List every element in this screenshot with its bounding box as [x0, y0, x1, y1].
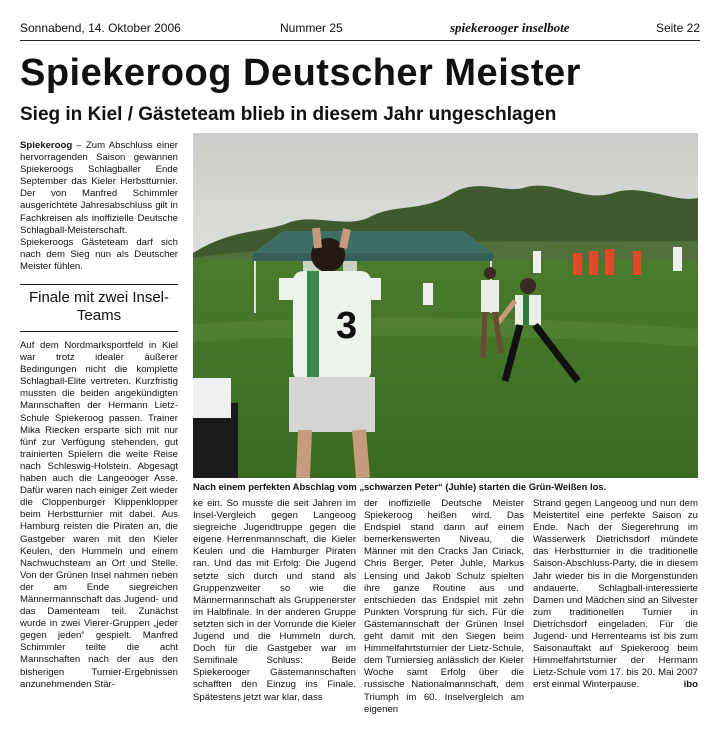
jersey-number: 3 [336, 305, 358, 347]
page-number: Seite 22 [655, 21, 700, 35]
intro-paragraph [20, 140, 178, 273]
column-3-text: der inoffizielle Deutsche Meister Spiekeroog heißen wird. Das Endspiel stand dann auf einem bemerkenswerten Niveau, die Männer mit den Cracks Jan Ciriack, Chris Berger, Peter Juhle, Markus Lensing und Jakob Schulz spielten ihre ganze Routine aus und entschieden das Endspiel mit zehn Punkten Vorsprung für sich. Für die Gästemannschaft der Grünen Insel geht damit mit den Siegen beim Himmelfahrtsturnier der Lietz-Schule, dem Turniersieg anlässlich der Kieler Woche samt Erfolg über die russische Nationalmannschaft, dem Triumph im 60. Inselvergleich am eigenen [364, 498, 524, 715]
newspaper-name: spiekerooger inselbote [450, 20, 570, 35]
headline: Spiekeroog Deutscher Meister [20, 52, 581, 94]
page-header [20, 18, 700, 41]
issue-number: Nummer 25 [280, 21, 343, 35]
article-column-3 [364, 498, 524, 716]
intro-text: – Zum Abschluss einer hervorragenden Saison gewannen Spiekeroogs Schlagballer Ende September das Kieler Herbstturnier. Der von Manfred Schimmler ausgerichtete Jahresabschluss gilt in Fachkreisen als inoffizielle Deutsche Schlagball-Meisterschaft. Spiekeroogs Gästeteam darf sich nach dem Sieg nun als Deutscher Meister fühlen. [20, 140, 178, 272]
subheadline: Sieg in Kiel / Gästeteam blieb in diesem Jahr ungeschlagen [20, 104, 557, 125]
column-2-text: ke ein. So musste die seit Jahren im Insel-Vergleich gegen Langeoog siegreiche Jugendtruppe gegen die eigene Herrenmannschaft, die Kieler Keulen und die Hamburger Piraten ran. Und das mit Erfolg: Die Jugend setzte sich durch und stand als Gruppenzweiter so wie die Männermannschaft als Gruppenerster im Halbfinale. In der anderen Gruppe setzten sich in der Vorrunde die Kieler Jugend und die Hummeln durch. Doch für die Gastgeber war im Semifinale Schluss: Beide Spiekerooger Gästemannschaften schafften den Einzug ins Finale. Spätestens jetzt war klar, dass [193, 498, 356, 703]
column-4-text: Strand gegen Langeoog und nun dem Meistertitel eine perfekte Saison zu Ende. Nach der Siegerehrung im Wasserwerk Dietrichsdorf mündete das Herbstturnier in die traditionelle Saison-Abschluss-Party, die in diesem Jahr wieder bis in die Morgenstunden andauerte. Schlagball-interessierte Damen und Mädchen sind an Silvester zum traditionellen Turnier in Dietrichsdorf eingeladen. Für die Jugend- und Herrenteams ist bis zum Saisonauftakt auf Spiekeroog beim Himmelfahrtsturnier der Hermann Lietz-Schule vom 17. bis 20. Mai 2007 erst einmal Winterpause. [533, 498, 698, 691]
photo-caption: Nach einem perfekten Abschlag vom „schwarzen Peter“ (Juhle) starten die Grün-Weißen los. [193, 481, 607, 492]
match-photo [193, 133, 698, 478]
article-column-4 [533, 498, 698, 692]
article-column-2 [193, 498, 356, 704]
column-1-text: Auf dem Nordmarksportfeld in Kiel war trotz idealer äußerer Bedingungen nicht die komplette Schlagball-Elite vertreten. Kurzfristig mussten die beiden angekündigten Mannschaften der Hermann Lietz-Schule Spiekeroog passen. Trainer Mika Riecken ersparte sich mit nur fünf zur Verfügung stehenden, gut trainierten Spielern die weite Reise nach Schleswig-Holstein. Abgesagt haben auch die Langeooger Asse. Dafür waren nach einiger Zeit wieder die Cloppenburger Klippenklopper beim Herbstturnier mit dabei. Aus Hamburg reisten die Piraten an, die Gastgeber waren mit den Kieler Keulen, den Hummeln und einem Nachwuchsteam an Ort und Stelle. Von der Grünen Insel nahmen neben der am Ende siegreichen Männermannschaft das Jugend- und das Damenteam teil. Zunächst wurde in zwei Vierer-Gruppen „jeder gegen jeden“ gespielt. Manfred Schimmler teilte die acht Mannschaften nach der aus den bisherigen Turnier-Ergebnissen anzunehmenden Stär- [20, 340, 178, 690]
issue-date: Sonnabend, 14. Oktober 2006 [20, 21, 181, 35]
dateline: Spiekeroog [20, 140, 73, 151]
author-signature: ibo [683, 679, 698, 691]
photo-illustration [193, 133, 698, 478]
section-heading: Finale mit zwei Insel-Teams [20, 284, 178, 332]
article-column-1 [20, 340, 178, 691]
